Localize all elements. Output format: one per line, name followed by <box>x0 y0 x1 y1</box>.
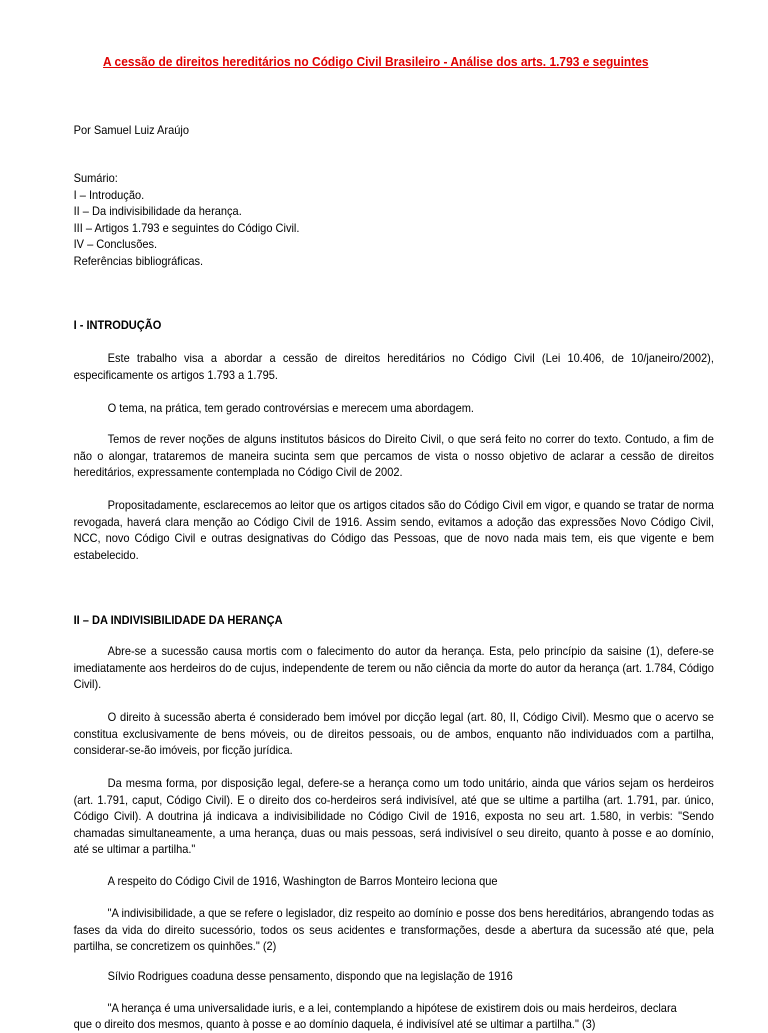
summary-item: IV – Conclusões. <box>73 237 158 251</box>
summary-heading: Sumário: <box>73 171 118 185</box>
summary-item: I – Introdução. <box>73 187 145 202</box>
summary <box>74 170 714 269</box>
paragraph: Da mesma forma, por disposição legal, defere-se a herança como um todo unitário, ainda que vários sejam os herdeiros (art. 1.791, caput, Código Civil). E o direito dos co-herdeiros será indivisível, até que se ultime a partilha (art. 1.791, par. único, Código Civil). A doutrina já indicava a indivisibilidade no Código Civil de 1916, exposta no seu art. 1.580, in verbis: "Sendo chamadas simultaneamente, a uma herança, duas ou mais pessoas, será indivisível o seu direito, quanto à posse e ao domínio, até se ultimar a partilha." <box>73 776 714 856</box>
block-quote <box>74 1000 714 1017</box>
section-heading-introducao: I - INTRODUÇÃO <box>73 318 162 332</box>
paragraph: Este trabalho visa a abordar a cessão de direitos hereditários no Código Civil (Lei 10.406, de 10/janeiro/2002), especificamente os artigos 1.793 a 1.795. <box>73 351 714 382</box>
summary-item: III – Artigos 1.793 e seguintes do Código Civil. <box>73 220 300 235</box>
document-title: A cessão de direitos hereditários no Código Civil Brasileiro - Análise dos arts. 1.793 e seguintes <box>103 54 649 69</box>
paragraph: O tema, na prática, tem gerado controvérsias e merecem uma abordagem. <box>107 401 474 415</box>
summary-item: II – Da indivisibilidade da herança. <box>73 204 242 218</box>
paragraph: Abre-se a sucessão causa mortis com o falecimento do autor da herança. Esta, pelo princípio da saisine (1), defere-se imediatamente aos herdeiros do de cujus, independente de terem ou não ciência da morte do autor da herança (art. 1.784, Código Civil). <box>73 644 714 691</box>
paragraph: A respeito do Código Civil de 1916, Washington de Barros Monteiro leciona que <box>107 874 498 888</box>
paragraph: O direito à sucessão aberta é considerado bem imóvel por dicção legal (art. 80, II, Código Civil). Mesmo que o acervo se constitua exclusivamente de bens móveis, ou de direitos pessoais, ou de ambos, enquanto não individuados com a partilha, considerar-se-ão imóveis, por ficção jurídica. <box>73 710 714 757</box>
summary-item: Referências bibliográficas. <box>73 253 204 268</box>
block-quote: "A indivisibilidade, a que se refere o legislador, diz respeito ao domínio e posse dos bens hereditários, abrangendo todas as fases da vida do direito sucessório, todos os seus acidentes e transformações, desde a abertura da sucessão até que, pela partilha, se concretizem os quinhões." (2) <box>73 906 714 953</box>
quote-line: "A herança é uma universalidade iuris, e a lei, contemplando a hipótese de existirem dois ou mais herdeiros, declara <box>107 1001 677 1015</box>
paragraph: Temos de rever noções de alguns institutos básicos do Direito Civil, o que será feito no correr do texto. Contudo, a fim de não o alongar, trataremos de maneira sucinta sem que percamos de vista o nosso objetivo de aclarar a cessão de direitos hereditários, expressamente contemplada no Código Civil de 2002. <box>73 432 714 479</box>
section-heading-indivisibilidade: II – DA INDIVISIBILIDADE DA HERANÇA <box>73 613 283 627</box>
author-line: Por Samuel Luiz Araújo <box>73 123 189 137</box>
paragraph: Sílvio Rodrigues coaduna desse pensamento, dispondo que na legislação de 1916 <box>107 969 513 983</box>
paragraph: Propositadamente, esclarecemos ao leitor que os artigos citados são do Código Civil em vigor, e quando se tratar de norma revogada, haverá clara menção ao Código Civil de 1916. Assim sendo, evitamos a adoção das expressões Novo Código Civil, NCC, novo Código Civil e outras designativas do Código das Pessoas, que de novo nada mais tem, eis que vigente e bem estabelecido. <box>73 498 714 562</box>
quote-line-continued: que o direito dos mesmos, quanto à posse e ao domínio daquela, é indivisível até se ultimar a partilha." (3) <box>73 1017 596 1031</box>
